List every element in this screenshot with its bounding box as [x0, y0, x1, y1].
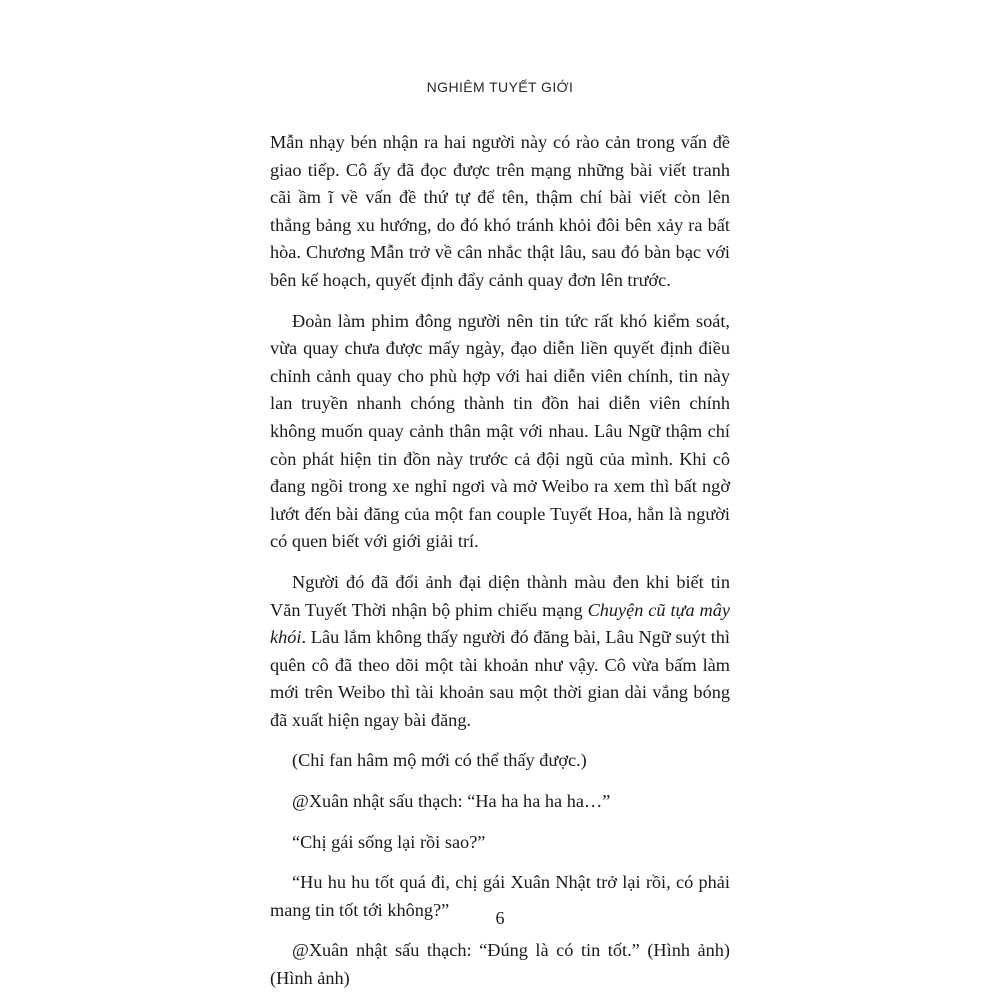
paragraph-4: (Chỉ fan hâm mộ mới có thể thấy được.) [292, 750, 587, 771]
body-text [270, 129, 730, 1006]
paragraph-7: “Hu hu hu tốt quá đi, chị gái Xuân Nhật trở lại rồi, có phải mang tin tốt tới không?” [270, 872, 730, 920]
book-title-italic: Chuyện cũ tựa mây khói [270, 599, 730, 648]
paragraph-3-part-1: Người đó đã đổi ảnh đại diện thành màu đen khi biết tin Văn Tuyết Thời nhận bộ phim chiếu mạng [270, 571, 730, 620]
paragraph-1: Mẫn nhạy bén nhận ra hai người này có rào cản trong vấn đề giao tiếp. Cô ấy đã đọc được trên mạng những bài viết tranh cãi ầm ĩ về vấn đề thứ tự để tên, thậm chí bài viết còn lên thẳng bảng xu hướng, do đó khó tránh khỏi đôi bên xảy ra bất hòa. Chương Mẫn trở về cân nhắc thật lâu, sau đó bàn bạc với bên kế hoạch, quyết định đẩy cảnh quay đơn lên trước. [270, 132, 730, 290]
paragraph-3-part-2: . Lâu lắm không thấy người đó đăng bài, Lâu Ngữ suýt thì quên cô đã theo dõi một tài khoản như vậy. Cô vừa bấm làm mới trên Weibo thì tài khoản sau một thời gian dài vắng bóng đã xuất hiện ngay bài đăng. [270, 627, 730, 730]
running-header-title: NGHIÊM TUYẾT GIỚI [426, 79, 574, 95]
paragraph-8: @Xuân nhật sấu thạch: “Đúng là có tin tốt.” (Hình ảnh) (Hình ảnh) [270, 940, 730, 989]
paragraph-3 [270, 569, 730, 735]
page-number: 6 [495, 908, 505, 928]
paragraph-5: @Xuân nhật sấu thạch: “Ha ha ha ha ha…” [292, 791, 611, 812]
paragraph-6: “Chị gái sống lại rồi sao?” [292, 831, 486, 852]
paragraph-2: Đoàn làm phim đông người nên tin tức rất khó kiểm soát, vừa quay chưa được mấy ngày, đạo diễn liền quyết định điều chỉnh cảnh quay cho phù hợp với hai diễn viên chính, tin này lan truyền nhanh chóng thành tin đồn hai diễn viên chính không muốn quay cảnh thân mật với nhau. Lâu Ngữ thậm chí còn phát hiện tin đồn này trước cả đội ngũ của mình. Khi cô đang ngồi trong xe nghỉ ngơi và mở Weibo ra xem thì bất ngờ lướt đến bài đăng của một fan couple Tuyết Hoa, hẳn là người có quen biết với giới giải trí. [270, 310, 730, 552]
